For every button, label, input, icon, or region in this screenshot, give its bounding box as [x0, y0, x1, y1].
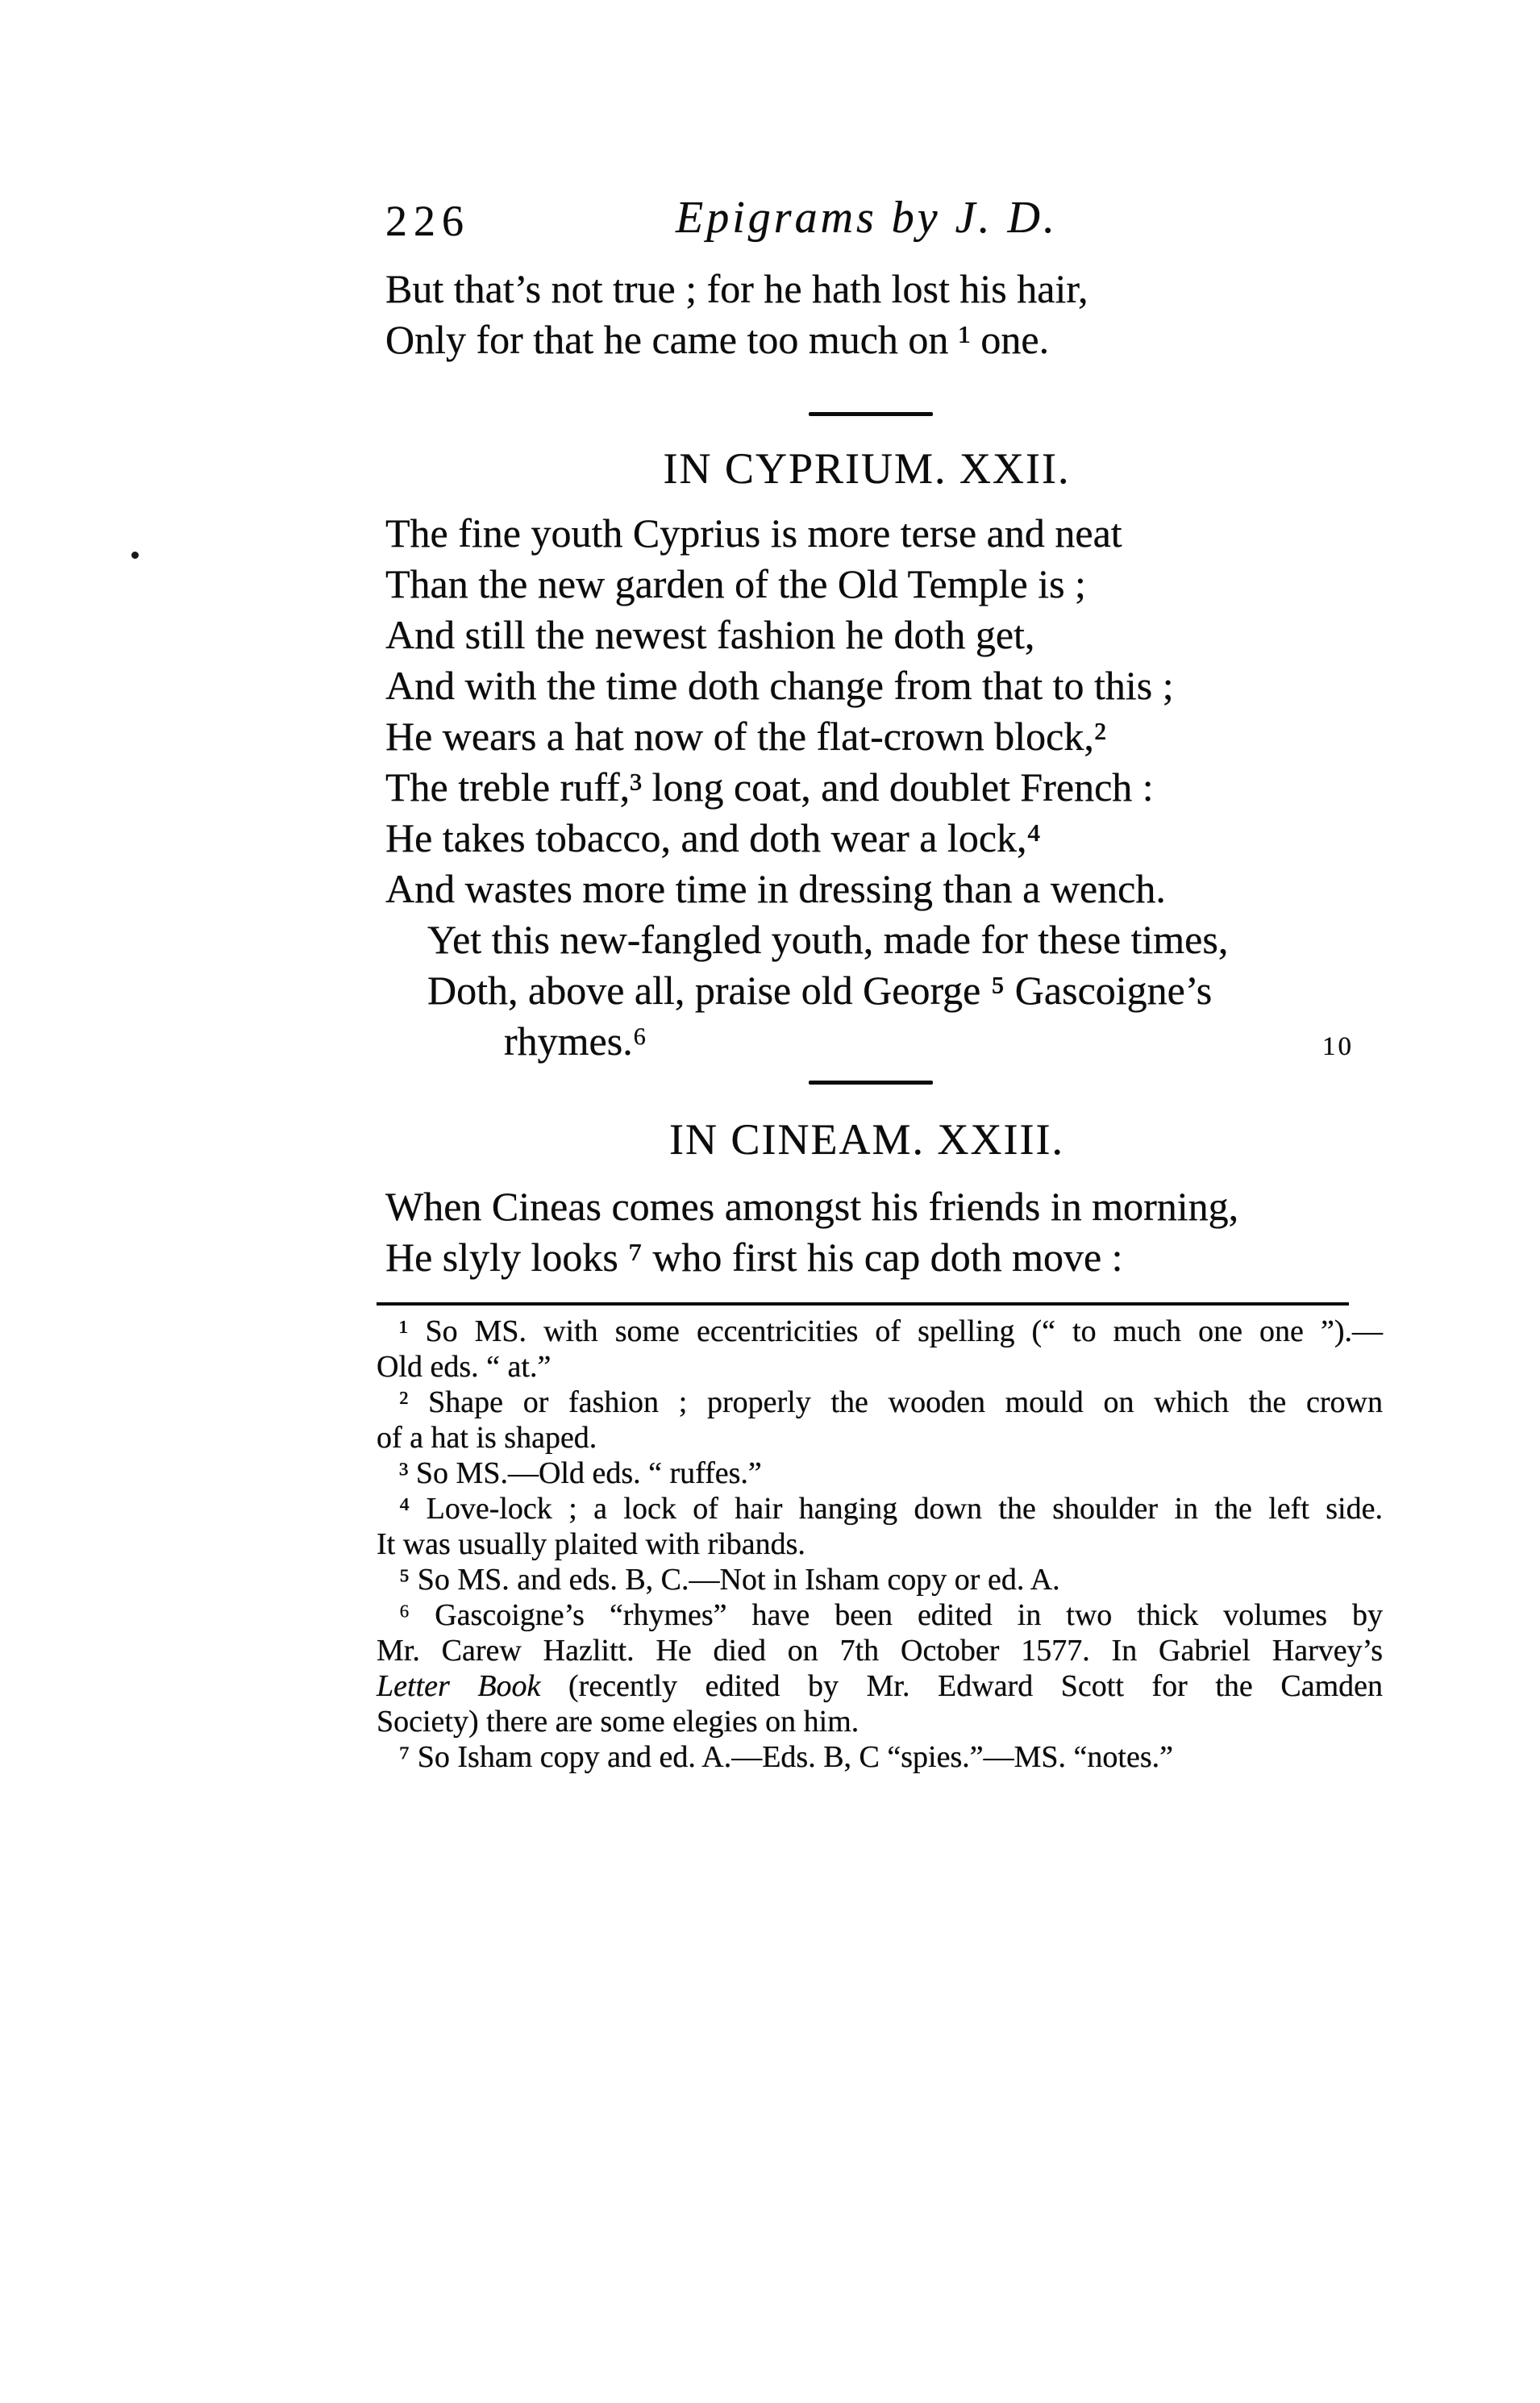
verse-line: And wastes more time in dressing than a wench. — [385, 866, 1166, 911]
footnote-line: of a hat is shaped. — [377, 1421, 597, 1455]
verse-line: Only for that he came too much on ¹ one. — [385, 317, 1050, 362]
verse-line: The treble ruff,³ long coat, and doublet French : — [385, 764, 1154, 810]
verse-line: He takes tobacco, and doth wear a lock,⁴ — [385, 815, 1041, 860]
footnote-line: ⁷ So Isham copy and ed. A.—Eds. B, C “spies.”—MS. “notes.” — [399, 1740, 1173, 1774]
verse-line: But that’s not true ; for he hath lost his hair, — [385, 266, 1088, 311]
footnote-line: ⁴ Love-lock ; a lock of hair hanging down the shoulder in the left side. — [399, 1492, 1383, 1526]
verse-line: And still the newest fashion he doth get, — [385, 612, 1035, 657]
section-divider — [809, 412, 933, 416]
footnote-line: ⁵ So MS. and eds. B, C.—Not in Isham copy or ed. A. — [399, 1563, 1060, 1597]
section-heading-in-cyprium: IN CYPRIUM. XXII. — [663, 444, 1071, 493]
footnotes-block — [377, 1314, 1383, 1775]
verse-line: He slyly looks ⁷ who first his cap doth move : — [385, 1235, 1123, 1280]
verse-line: And with the time doth change from that to this ; — [385, 663, 1174, 708]
verse-line: When Cineas comes amongst his friends in morning, — [385, 1184, 1239, 1229]
footnote-line: It was usually plaited with ribands. — [377, 1527, 805, 1561]
footnote-line: ² Shape or fashion ; properly the wooden mould on which the crown — [399, 1385, 1383, 1419]
footnote-line: Mr. Carew Hazlitt. He died on 7th October 1577. In Gabriel Harvey’s — [377, 1634, 1383, 1668]
footnote-line: Society) there are some elegies on him. — [377, 1705, 859, 1739]
verse-line-number: 10 — [1322, 1032, 1354, 1061]
footnote-line: ¹ So MS. with some eccentricities of spelling (“ to much one one ”).— — [399, 1314, 1383, 1348]
page-number: 226 — [385, 197, 470, 245]
footnote-line-rest: (recently edited by Mr. Edward Scott for the Camden — [540, 1669, 1384, 1703]
opening-verse — [385, 264, 1385, 365]
footnote-line: Old eds. “ at.” — [377, 1350, 551, 1384]
verse-line: rhymes.⁶ — [504, 1018, 647, 1064]
footnote-italic-title: Letter Book — [377, 1669, 541, 1703]
poem-in-cyprium — [385, 508, 1401, 1067]
footnote-line — [377, 1668, 1383, 1704]
footnote-rule — [377, 1302, 1349, 1306]
section-heading-in-cineam: IN CINEAM. XXIII. — [669, 1115, 1064, 1164]
margin-ink-dot-artifact — [131, 552, 139, 559]
verse-line: He wears a hat now of the flat-crown block,² — [385, 714, 1106, 759]
verse-line: Yet this new-fangled youth, made for these times, — [427, 917, 1229, 962]
poem-in-cineam — [385, 1181, 1401, 1283]
running-title: Epigrams by J. D. — [676, 193, 1058, 243]
verse-line: The fine youth Cyprius is more terse and neat — [385, 510, 1122, 556]
footnote-line: ³ So MS.—Old eds. “ ruffes.” — [399, 1456, 762, 1490]
verse-line: Doth, above all, praise old George ⁵ Gascoigne’s — [427, 968, 1213, 1013]
section-divider — [809, 1081, 933, 1085]
verse-line: Than the new garden of the Old Temple is ; — [385, 561, 1086, 606]
footnote-line: ⁶ Gascoigne’s “rhymes” have been edited in two thick volumes by — [399, 1598, 1383, 1632]
